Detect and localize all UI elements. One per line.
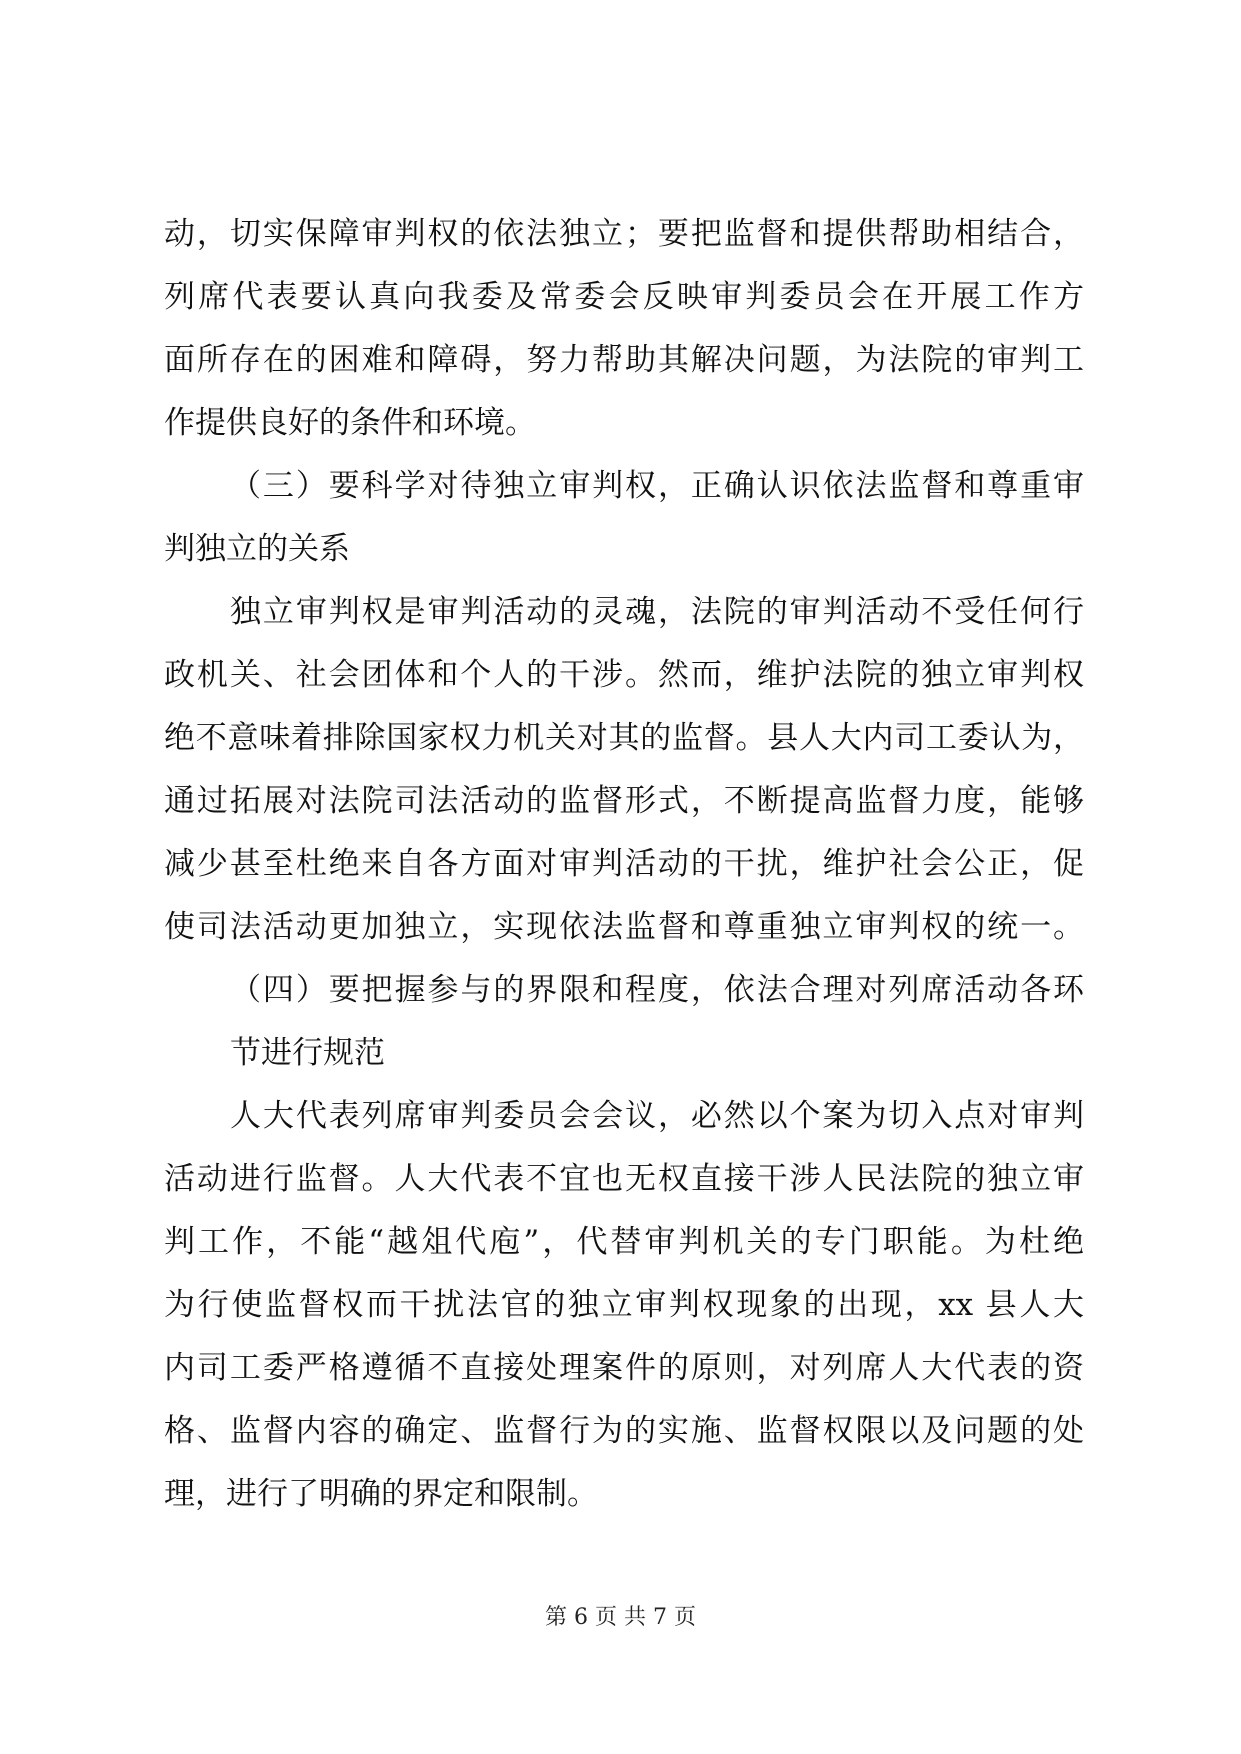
text-line: 绝不意味着排除国家权力机关对其的监督。县人大内司工委认为， bbox=[164, 720, 1084, 756]
page-number: 第 6 页 共 7 页 bbox=[545, 1605, 696, 1630]
text-line: 独立审判权是审判活动的灵魂，法院的审判活动不受任何行 bbox=[230, 594, 1084, 630]
text-line: 作提供良好的条件和环境。 bbox=[164, 405, 536, 441]
text-line: 政机关、社会团体和个人的干涉。然而，维护法院的独立审判权 bbox=[164, 657, 1084, 693]
text-line: 列席代表要认真向我委及常委会反映审判委员会在开展工作方 bbox=[164, 279, 1084, 315]
section-heading-3: （三）要科学对待独立审判权，正确认识依法监督和尊重审 bbox=[230, 468, 1084, 504]
text-line: 内司工委严格遵循不直接处理案件的原则，对列席人大代表的资 bbox=[164, 1350, 1084, 1386]
text-line: 活动进行监督。人大代表不宜也无权直接干涉人民法院的独立审 bbox=[164, 1161, 1084, 1197]
section-heading-4: （四）要把握参与的界限和程度，依法合理对列席活动各环 bbox=[230, 972, 1084, 1008]
text-line: 人大代表列席审判委员会会议，必然以个案为切入点对审判 bbox=[230, 1098, 1084, 1134]
text-line: 理，进行了明确的界定和限制。 bbox=[164, 1476, 598, 1512]
text-line: 格、监督内容的确定、监督行为的实施、监督权限以及问题的处 bbox=[164, 1413, 1084, 1449]
text-line: 动，切实保障审判权的依法独立；要把监督和提供帮助相结合， bbox=[164, 216, 1084, 252]
section-heading-3-cont: 判独立的关系 bbox=[164, 531, 350, 567]
text-line: 面所存在的困难和障碍，努力帮助其解决问题，为法院的审判工 bbox=[164, 342, 1084, 378]
text-line: 减少甚至杜绝来自各方面对审判活动的干扰，维护社会公正，促 bbox=[164, 846, 1084, 882]
text-line: 为行使监督权而干扰法官的独立审判权现象的出现，xx 县人大 bbox=[164, 1287, 1084, 1323]
section-heading-4-cont: 节进行规范 bbox=[230, 1035, 385, 1071]
text-line: 通过拓展对法院司法活动的监督形式，不断提高监督力度，能够 bbox=[164, 783, 1084, 819]
text-line: 使司法活动更加独立，实现依法监督和尊重独立审判权的统一。 bbox=[164, 909, 1084, 945]
body-text bbox=[164, 203, 1084, 1526]
text-line: 判工作，不能“越俎代庖”，代替审判机关的专门职能。为杜绝 bbox=[164, 1224, 1084, 1260]
